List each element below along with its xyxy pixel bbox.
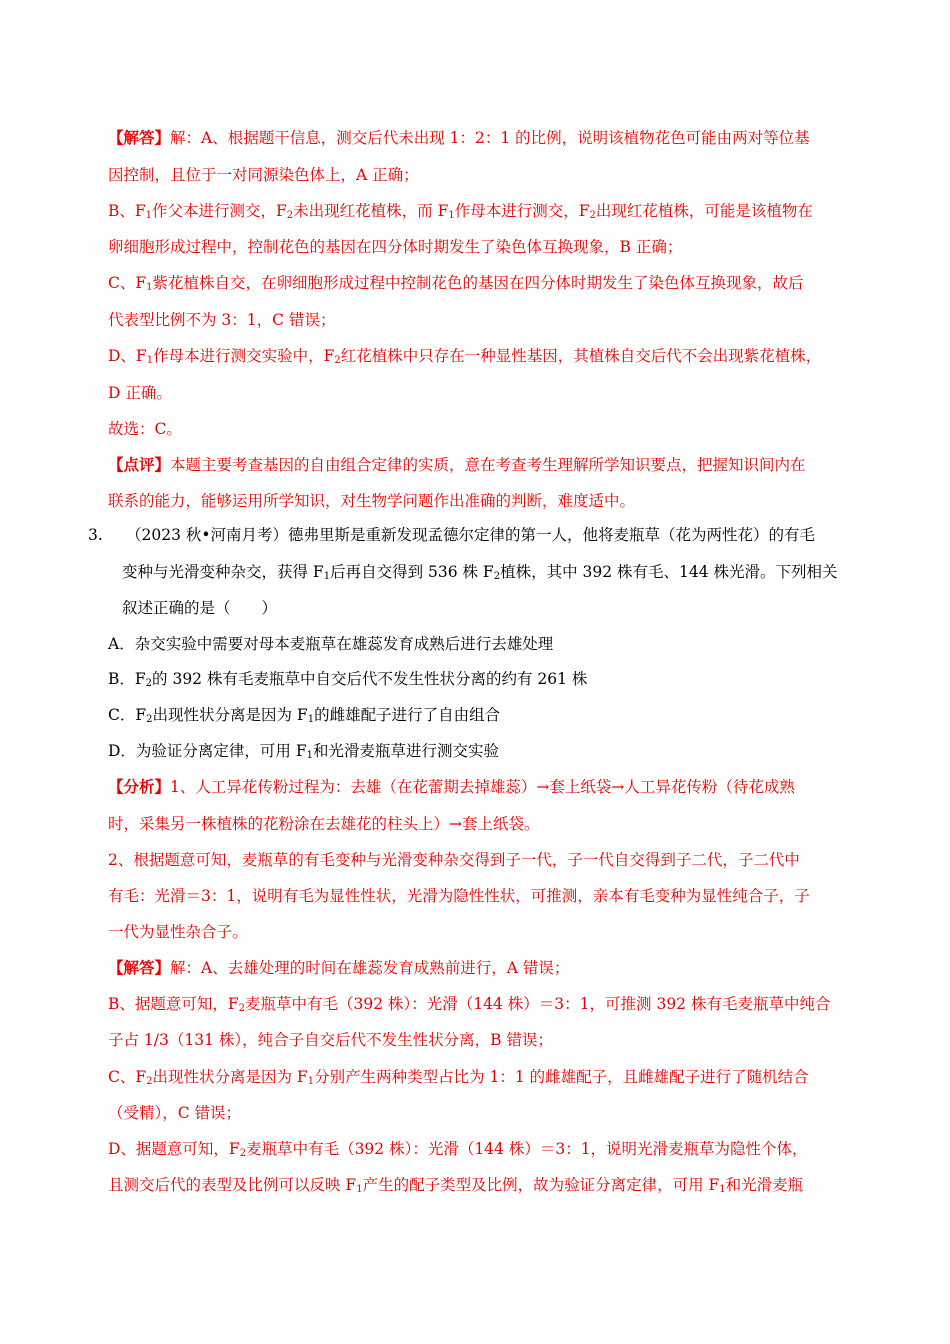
answer3-line2: B、据题意可知，$F_2$麦瓶草中有毛（392 株）：光滑（144 株）＝3：1，可推测 392 株有毛麦瓶草中纯合	[108, 995, 831, 1014]
comment2-line2: 联系的能力，能够运用所学知识，对生物学问题作出准确的判断，难度适中。	[108, 492, 636, 510]
answer2-line2: 因控制，且位于一对同源染色体上，A 正确；	[108, 166, 419, 184]
question3-stem-line2: 变种与光滑变种杂交，获得 $F_1$后再自交得到 536 株 $F_2$植株，其中 392 株有毛、144 株光滑。下列相关	[122, 563, 838, 582]
analysis3-line2: 时，采集另一株植株的花粉涂在去雄花的柱头上）→套上纸袋。	[108, 815, 540, 833]
analysis3-line1: 【分析】1、人工异花传粉过程为：去雄（在花蕾期去掉雄蕊）→套上纸袋→人工异花传粉（待花成熟	[108, 777, 795, 796]
option-d: D．为验证分离定律，可用 $F_1$和光滑麦瓶草进行测交实验	[108, 742, 500, 761]
analysis3-line5: 一代为显性杂合子。	[108, 923, 248, 941]
answer2-choice: 故选：C。	[108, 420, 182, 438]
answer3-line4: C、$F_2$出现性状分离是因为 $F_1$分别产生两种类型占比为 1：1 的雌雄配子，且雌雄配子进行了随机结合	[108, 1068, 809, 1087]
answer2-line3: B、$F_1$作父本进行测交，$F_2$未出现红花植株，而 $F_1$作母本进行测交，$F_2$出现红花植株，可能是该植物在	[108, 202, 813, 221]
option-b: B．$F_2$的 392 株有毛麦瓶草中自交后代不发生性状分离的约有 261 株	[108, 670, 588, 689]
answer2-line5: C、$F_1$紫花植株自交，在卵细胞形成过程中控制花色的基因在四分体时期发生了染色体互换现象，故后	[108, 274, 804, 293]
answer3-line6: D、据题意可知，$F_2$麦瓶草中有毛（392 株）：光滑（144 株）＝3：1，说明光滑麦瓶草为隐性个体，	[108, 1140, 808, 1159]
question3-number: 3.	[88, 526, 103, 544]
answer2-line1: 【解答】解：A、根据题干信息，测交后代未出现 1：2：1 的比例，说明该植物花色可能由两对等位基	[108, 128, 810, 147]
answer3-line1: 【解答】解：A、去雄处理的时间在雄蕊发育成熟前进行，A 错误；	[108, 958, 570, 977]
answer2-line7: D、$F_1$作母本进行测交实验中，$F_2$红花植株中只存在一种显性基因，其植株自交后代不会出现紫花植株，	[108, 347, 822, 366]
question3-stem-line3: 叙述正确的是（ ）	[122, 599, 278, 617]
answer3-line3: 子占 1/3（131 株），纯合子自交后代不发生性状分离，B 错误；	[108, 1031, 553, 1049]
answer-tag: 【解答】	[108, 128, 171, 147]
answer3-line5: （受精），C 错误；	[108, 1104, 242, 1122]
answer2-line4: 卵细胞形成过程中，控制花色的基因在四分体时期发生了染色体互换现象，B 正确；	[108, 238, 683, 256]
question3-stem-line1: （2023 秋•河南月考）德弗里斯是重新发现孟德尔定律的第一人，他将麦瓶草（花为两性花）的有毛	[126, 526, 816, 544]
answer2-line6: 代表型比例不为 3：1，C 错误；	[108, 311, 336, 329]
answer2-line8: D 正确。	[108, 384, 172, 402]
answer-tag: 【解答】	[108, 958, 171, 977]
option-c: C．$F_2$出现性状分离是因为 $F_1$的雌雄配子进行了自由组合	[108, 706, 501, 725]
analysis3-line3: 2、根据题意可知，麦瓶草的有毛变种与光滑变种杂交得到子一代，子一代自交得到子二代，子二代中	[108, 851, 800, 869]
comment-tag: 【点评】	[108, 455, 171, 474]
option-a: A．杂交实验中需要对母本麦瓶草在雄蕊发育成熟后进行去雄处理	[108, 635, 554, 653]
comment2-line1: 【点评】本题主要考查基因的自由组合定律的实质，意在考查考生理解所学知识要点，把握知识间内在	[108, 455, 806, 474]
analysis-tag: 【分析】	[108, 777, 171, 796]
analysis3-line4: 有毛：光滑＝3：1，说明有毛为显性性状，光滑为隐性性状，可推测，亲本有毛变种为显性纯合子，子	[108, 887, 810, 905]
answer3-line7: 且测交后代的表型及比例可以反映 $F_1$产生的配子类型及比例，故为验证分离定律，可用 $F_1$和光滑麦瓶	[108, 1176, 804, 1195]
